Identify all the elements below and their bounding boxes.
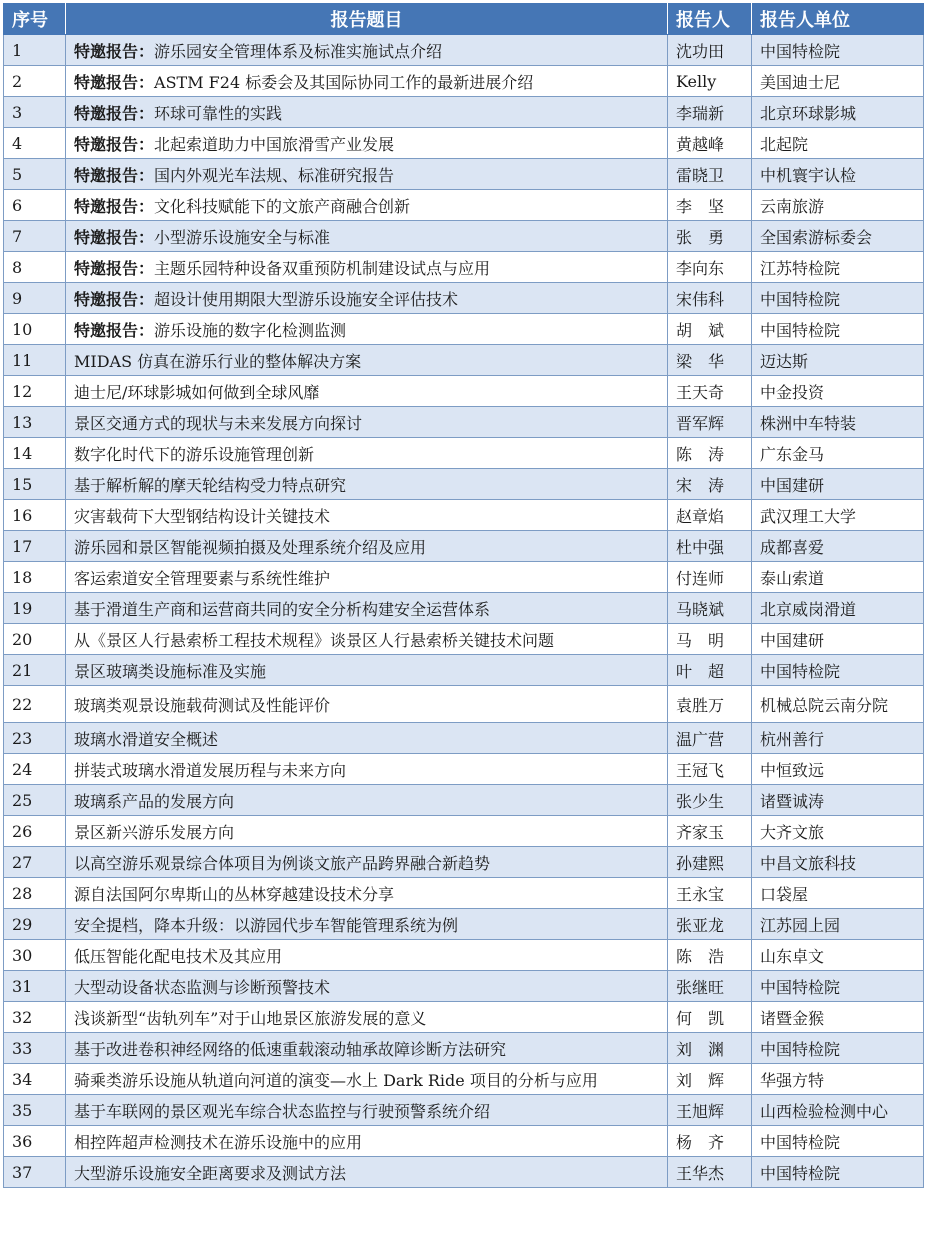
speaker-organization: 山东卓文 <box>752 940 924 971</box>
report-title-cell <box>66 909 668 940</box>
speaker-name: 刘 辉 <box>668 1064 752 1095</box>
report-title: 灾害载荷下大型钢结构设计关键技术 <box>74 506 331 526</box>
row-number: 23 <box>4 723 66 754</box>
row-number: 16 <box>4 500 66 531</box>
speaker-name: 李向东 <box>668 252 752 283</box>
row-number: 37 <box>4 1157 66 1188</box>
speaker-name: 王天奇 <box>668 376 752 407</box>
report-title-cell <box>66 1157 668 1188</box>
report-title-cell <box>66 97 668 128</box>
table-row <box>4 531 924 562</box>
speaker-name: 王华杰 <box>668 1157 752 1188</box>
speaker-name: 杨 齐 <box>668 1126 752 1157</box>
speaker-name: 张继旺 <box>668 971 752 1002</box>
report-title-cell <box>66 1064 668 1095</box>
invited-report-label: 特邀报告： <box>74 165 155 185</box>
table-row <box>4 940 924 971</box>
table-header-row <box>4 4 924 35</box>
speaker-organization: 迈达斯 <box>752 345 924 376</box>
table-row <box>4 754 924 785</box>
report-title: 玻璃水滑道安全概述 <box>74 729 219 749</box>
row-number: 10 <box>4 314 66 345</box>
table-row <box>4 407 924 438</box>
speaker-name: 刘 渊 <box>668 1033 752 1064</box>
report-title: 景区新兴游乐发展方向 <box>74 822 235 842</box>
table-row <box>4 159 924 190</box>
report-title: 文化科技赋能下的文旅产商融合创新 <box>154 196 411 216</box>
report-title: 浅谈新型“齿轨列车”对于山地景区旅游发展的意义 <box>74 1008 427 1028</box>
speaker-name: 胡 斌 <box>668 314 752 345</box>
speaker-organization: 北京环球影城 <box>752 97 924 128</box>
speaker-organization: 中昌文旅科技 <box>752 847 924 878</box>
speaker-organization: 中国特检院 <box>752 35 924 66</box>
speaker-name: 叶 超 <box>668 655 752 686</box>
report-title-cell <box>66 940 668 971</box>
report-title-cell <box>66 438 668 469</box>
report-title-cell <box>66 971 668 1002</box>
table-row <box>4 190 924 221</box>
report-title-cell <box>66 816 668 847</box>
speaker-organization: 中金投资 <box>752 376 924 407</box>
row-number: 22 <box>4 686 66 723</box>
speaker-name: 王永宝 <box>668 878 752 909</box>
speaker-name: 王旭辉 <box>668 1095 752 1126</box>
row-number: 26 <box>4 816 66 847</box>
speaker-name: Kelly <box>668 66 752 97</box>
speaker-organization: 中国特检院 <box>752 1126 924 1157</box>
table-row <box>4 785 924 816</box>
speaker-organization: 中国特检院 <box>752 655 924 686</box>
report-title-cell <box>66 655 668 686</box>
invited-report-label: 特邀报告： <box>74 227 155 247</box>
report-title-cell <box>66 754 668 785</box>
speaker-organization: 中国建研 <box>752 469 924 500</box>
row-number: 35 <box>4 1095 66 1126</box>
speaker-organization: 北起院 <box>752 128 924 159</box>
speaker-name: 雷晓卫 <box>668 159 752 190</box>
report-title: 景区交通方式的现状与未来发展方向探讨 <box>74 413 363 433</box>
report-title-cell <box>66 252 668 283</box>
invited-report-label: 特邀报告： <box>74 41 155 61</box>
table-body <box>4 35 924 1188</box>
report-title: 游乐设施的数字化检测监测 <box>154 320 347 340</box>
speaker-name: 张亚龙 <box>668 909 752 940</box>
table-row <box>4 283 924 314</box>
row-number: 8 <box>4 252 66 283</box>
invited-report-label: 特邀报告： <box>74 258 155 278</box>
report-title: 数字化时代下的游乐设施管理创新 <box>74 444 315 464</box>
row-number: 30 <box>4 940 66 971</box>
row-number: 2 <box>4 66 66 97</box>
speaker-name: 李瑞新 <box>668 97 752 128</box>
report-title-cell <box>66 531 668 562</box>
speaker-name: 陈 浩 <box>668 940 752 971</box>
report-title: 玻璃系产品的发展方向 <box>74 791 235 811</box>
row-number: 32 <box>4 1002 66 1033</box>
report-title-cell <box>66 723 668 754</box>
row-number: 3 <box>4 97 66 128</box>
report-title-cell <box>66 314 668 345</box>
speaker-organization: 全国索游标委会 <box>752 221 924 252</box>
speaker-name: 马晓斌 <box>668 593 752 624</box>
table-row <box>4 345 924 376</box>
speaker-name: 齐家玉 <box>668 816 752 847</box>
report-title: MIDAS 仿真在游乐行业的整体解决方案 <box>74 351 362 371</box>
row-number: 12 <box>4 376 66 407</box>
speaker-name: 沈功田 <box>668 35 752 66</box>
speaker-name: 马 明 <box>668 624 752 655</box>
table-row <box>4 1002 924 1033</box>
report-title: 基于车联网的景区观光车综合状态监控与行驶预警系统介绍 <box>74 1101 491 1121</box>
table-row <box>4 686 924 723</box>
speaker-organization: 山西检验检测中心 <box>752 1095 924 1126</box>
report-title: 低压智能化配电技术及其应用 <box>74 946 283 966</box>
report-title: 景区玻璃类设施标准及实施 <box>74 661 267 681</box>
report-title: 超设计使用期限大型游乐设施安全评估技术 <box>154 289 459 309</box>
table-row <box>4 624 924 655</box>
report-title-cell <box>66 128 668 159</box>
report-title-cell <box>66 66 668 97</box>
speaker-name: 张少生 <box>668 785 752 816</box>
invited-report-label: 特邀报告： <box>74 103 155 123</box>
report-title: 游乐园安全管理体系及标准实施试点介绍 <box>154 41 443 61</box>
speaker-name: 宋伟科 <box>668 283 752 314</box>
report-title: 玻璃类观景设施载荷测试及性能评价 <box>74 695 331 715</box>
speaker-organization: 北京威岗滑道 <box>752 593 924 624</box>
speaker-organization: 美国迪士尼 <box>752 66 924 97</box>
table-row <box>4 1157 924 1188</box>
row-number: 36 <box>4 1126 66 1157</box>
report-title-cell <box>66 35 668 66</box>
report-schedule-table <box>3 3 924 1188</box>
report-title: 客运索道安全管理要素与系统性维护 <box>74 568 331 588</box>
report-title: 国内外观光车法规、标准研究报告 <box>154 165 395 185</box>
report-title: 基于滑道生产商和运营商共同的安全分析构建安全运营体系 <box>74 599 491 619</box>
row-number: 1 <box>4 35 66 66</box>
table-row <box>4 469 924 500</box>
table-row <box>4 1095 924 1126</box>
row-number: 25 <box>4 785 66 816</box>
table-row <box>4 128 924 159</box>
table-row <box>4 562 924 593</box>
table-row <box>4 500 924 531</box>
speaker-organization: 中国特检院 <box>752 283 924 314</box>
table-row <box>4 909 924 940</box>
row-number: 4 <box>4 128 66 159</box>
row-number: 6 <box>4 190 66 221</box>
row-number: 7 <box>4 221 66 252</box>
report-title-cell <box>66 593 668 624</box>
report-title: 从《景区人行悬索桥工程技术规程》谈景区人行悬索桥关键技术问题 <box>74 630 555 650</box>
speaker-name: 宋 涛 <box>668 469 752 500</box>
table-row <box>4 66 924 97</box>
table-row <box>4 1033 924 1064</box>
speaker-name: 杜中强 <box>668 531 752 562</box>
report-title-cell <box>66 159 668 190</box>
table-row <box>4 878 924 909</box>
invited-report-label: 特邀报告： <box>74 134 155 154</box>
report-title-cell <box>66 1095 668 1126</box>
table-row <box>4 593 924 624</box>
row-number: 33 <box>4 1033 66 1064</box>
speaker-name: 黄越峰 <box>668 128 752 159</box>
report-title: 迪士尼/环球影城如何做到全球风靡 <box>74 382 320 402</box>
report-title-cell <box>66 1126 668 1157</box>
speaker-name: 李 坚 <box>668 190 752 221</box>
table-row <box>4 847 924 878</box>
table-row <box>4 314 924 345</box>
report-title: 游乐园和景区智能视频拍摄及处理系统介绍及应用 <box>74 537 427 557</box>
report-title-cell <box>66 469 668 500</box>
speaker-organization: 中国特检院 <box>752 1033 924 1064</box>
invited-report-label: 特邀报告： <box>74 289 155 309</box>
table-row <box>4 723 924 754</box>
table-row <box>4 97 924 128</box>
speaker-name: 袁胜万 <box>668 686 752 723</box>
speaker-organization: 广东金马 <box>752 438 924 469</box>
speaker-organization: 华强方特 <box>752 1064 924 1095</box>
row-number: 18 <box>4 562 66 593</box>
speaker-organization: 中恒致远 <box>752 754 924 785</box>
speaker-name: 孙建熙 <box>668 847 752 878</box>
report-title: 以高空游乐观景综合体项目为例谈文旅产品跨界融合新趋势 <box>74 853 491 873</box>
speaker-name: 温广营 <box>668 723 752 754</box>
row-number: 29 <box>4 909 66 940</box>
row-number: 19 <box>4 593 66 624</box>
speaker-organization: 诸暨诚涛 <box>752 785 924 816</box>
speaker-organization: 成都喜爱 <box>752 531 924 562</box>
table-row <box>4 221 924 252</box>
row-number: 13 <box>4 407 66 438</box>
report-title: 拼装式玻璃水滑道发展历程与未来方向 <box>74 760 347 780</box>
report-title: 基于改进卷积神经网络的低速重载滚动轴承故障诊断方法研究 <box>74 1039 507 1059</box>
report-title-cell <box>66 785 668 816</box>
invited-report-label: 特邀报告： <box>74 320 155 340</box>
invited-report-label: 特邀报告： <box>74 196 155 216</box>
report-title-cell <box>66 1002 668 1033</box>
speaker-organization: 口袋屋 <box>752 878 924 909</box>
header-speaker: 报告人 <box>668 4 752 35</box>
report-title: 安全提档，降本升级：以游园代步车智能管理系统为例 <box>74 915 459 935</box>
table-row <box>4 35 924 66</box>
row-number: 21 <box>4 655 66 686</box>
speaker-organization: 机械总院云南分院 <box>752 686 924 723</box>
speaker-name: 陈 涛 <box>668 438 752 469</box>
header-number: 序号 <box>4 4 66 35</box>
table-row <box>4 252 924 283</box>
report-title-cell <box>66 500 668 531</box>
speaker-organization: 中机寰宇认检 <box>752 159 924 190</box>
table-row <box>4 438 924 469</box>
header-organization: 报告人单位 <box>752 4 924 35</box>
report-title: 相控阵超声检测技术在游乐设施中的应用 <box>74 1132 363 1152</box>
report-title: 环球可靠性的实践 <box>154 103 283 123</box>
speaker-organization: 泰山索道 <box>752 562 924 593</box>
row-number: 34 <box>4 1064 66 1095</box>
report-title: 基于解析解的摩天轮结构受力特点研究 <box>74 475 347 495</box>
speaker-organization: 武汉理工大学 <box>752 500 924 531</box>
row-number: 24 <box>4 754 66 785</box>
report-title: 北起索道助力中国旅滑雪产业发展 <box>154 134 395 154</box>
report-title-cell <box>66 283 668 314</box>
table-row <box>4 1064 924 1095</box>
speaker-organization: 杭州善行 <box>752 723 924 754</box>
report-title-cell <box>66 190 668 221</box>
row-number: 17 <box>4 531 66 562</box>
report-title-cell <box>66 562 668 593</box>
speaker-name: 晋军辉 <box>668 407 752 438</box>
speaker-name: 何 凯 <box>668 1002 752 1033</box>
speaker-organization: 云南旅游 <box>752 190 924 221</box>
speaker-organization: 大齐文旅 <box>752 816 924 847</box>
report-title-cell <box>66 407 668 438</box>
table-row <box>4 655 924 686</box>
report-title: ASTM F24 标委会及其国际协同工作的最新进展介绍 <box>154 72 534 92</box>
report-title: 主题乐园特种设备双重预防机制建设试点与应用 <box>154 258 491 278</box>
table-row <box>4 376 924 407</box>
report-title: 小型游乐设施安全与标准 <box>154 227 331 247</box>
row-number: 11 <box>4 345 66 376</box>
speaker-organization: 中国特检院 <box>752 971 924 1002</box>
report-title-cell <box>66 1033 668 1064</box>
report-title-cell <box>66 686 668 723</box>
row-number: 9 <box>4 283 66 314</box>
table-row <box>4 816 924 847</box>
invited-report-label: 特邀报告： <box>74 72 155 92</box>
speaker-name: 张 勇 <box>668 221 752 252</box>
speaker-name: 赵章焰 <box>668 500 752 531</box>
table-row <box>4 1126 924 1157</box>
row-number: 15 <box>4 469 66 500</box>
report-title: 大型动设备状态监测与诊断预警技术 <box>74 977 331 997</box>
speaker-name: 王冠飞 <box>668 754 752 785</box>
table-row <box>4 971 924 1002</box>
speaker-organization: 中国特检院 <box>752 1157 924 1188</box>
report-title-cell <box>66 878 668 909</box>
row-number: 27 <box>4 847 66 878</box>
header-title: 报告题目 <box>66 4 668 35</box>
speaker-organization: 江苏特检院 <box>752 252 924 283</box>
report-title: 骑乘类游乐设施从轨道向河道的演变—水上 Dark Ride 项目的分析与应用 <box>74 1070 598 1090</box>
report-title-cell <box>66 847 668 878</box>
row-number: 5 <box>4 159 66 190</box>
row-number: 20 <box>4 624 66 655</box>
report-title-cell <box>66 624 668 655</box>
speaker-name: 梁 华 <box>668 345 752 376</box>
speaker-organization: 江苏园上园 <box>752 909 924 940</box>
row-number: 31 <box>4 971 66 1002</box>
report-title: 源自法国阿尔卑斯山的丛林穿越建设技术分享 <box>74 884 395 904</box>
row-number: 14 <box>4 438 66 469</box>
report-title: 大型游乐设施安全距离要求及测试方法 <box>74 1163 347 1183</box>
speaker-organization: 中国建研 <box>752 624 924 655</box>
report-title-cell <box>66 345 668 376</box>
report-title-cell <box>66 376 668 407</box>
report-title-cell <box>66 221 668 252</box>
row-number: 28 <box>4 878 66 909</box>
speaker-name: 付连师 <box>668 562 752 593</box>
speaker-organization: 株洲中车特装 <box>752 407 924 438</box>
speaker-organization: 诸暨金猴 <box>752 1002 924 1033</box>
speaker-organization: 中国特检院 <box>752 314 924 345</box>
